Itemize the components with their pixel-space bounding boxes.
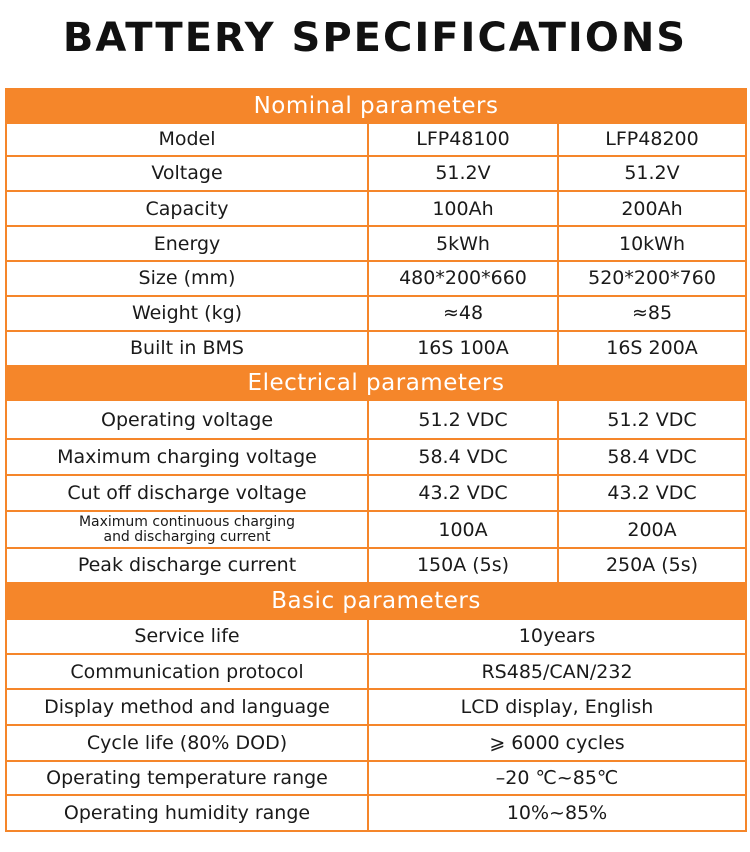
row-value: –20 ℃~85℃ (368, 761, 746, 796)
row-value: 10years (368, 619, 746, 654)
page-title: BATTERY SPECIFICATIONS (62, 15, 688, 61)
table-row (6, 123, 746, 157)
value-lfp48100: 51.2 VDC (368, 400, 558, 439)
table-row (6, 619, 746, 654)
value-lfp48200: 51.2 VDC (558, 400, 746, 439)
row-value: 10%~85% (368, 795, 746, 831)
value-lfp48100: 100Ah (368, 191, 558, 227)
table-row (6, 226, 746, 261)
row-label (6, 511, 368, 548)
value-lfp48200: 58.4 VDC (558, 439, 746, 475)
table-row (6, 400, 746, 439)
row-label: Service life (6, 619, 368, 654)
table-row (6, 191, 746, 227)
row-label: Operating temperature range (6, 761, 368, 796)
value-lfp48200: 250A (5s) (558, 548, 746, 583)
value-lfp48100: 16S 100A (368, 331, 558, 366)
value-lfp48200: 51.2V (558, 156, 746, 191)
value-lfp48100: 58.4 VDC (368, 439, 558, 475)
row-label-line: and discharging current (103, 528, 271, 545)
table-row (6, 156, 746, 191)
row-value: LCD display, English (368, 689, 746, 725)
row-label: Built in BMS (6, 331, 368, 366)
table-row (6, 261, 746, 296)
table-row (6, 689, 746, 725)
row-label: Peak discharge current (6, 548, 368, 583)
table-row (6, 795, 746, 831)
row-label: Cycle life (80% DOD) (6, 725, 368, 761)
section-header-nominal (6, 89, 746, 123)
value-lfp48200: 43.2 VDC (558, 475, 746, 512)
table-row (6, 296, 746, 332)
value-lfp48100: 100A (368, 511, 558, 548)
value-lfp48200: ≈85 (558, 296, 746, 332)
value-lfp48200: 200Ah (558, 191, 746, 227)
row-value: RS485/CAN/232 (368, 654, 746, 690)
value-lfp48200: 520*200*760 (558, 261, 746, 296)
row-label: Communication protocol (6, 654, 368, 690)
table-row (6, 331, 746, 366)
row-label: Weight (kg) (6, 296, 368, 332)
section-title: Basic parameters (6, 583, 746, 620)
table-row (6, 761, 746, 796)
row-label: Operating voltage (6, 400, 368, 439)
row-label: Cut off discharge voltage (6, 475, 368, 512)
section-title: Nominal parameters (6, 89, 746, 123)
value-lfp48100: ≈48 (368, 296, 558, 332)
row-label: Capacity (6, 191, 368, 227)
row-label: Display method and language (6, 689, 368, 725)
value-lfp48200: LFP48200 (558, 123, 746, 157)
value-lfp48100: 480*200*660 (368, 261, 558, 296)
section-header-electrical (6, 366, 746, 401)
row-label: Maximum charging voltage (6, 439, 368, 475)
table-row (6, 511, 746, 548)
row-label-line: Maximum continuous charging (78, 513, 296, 530)
row-value: ⩾ 6000 cycles (368, 725, 746, 761)
row-label: Size (mm) (6, 261, 368, 296)
spec-table (5, 88, 747, 832)
value-lfp48100: 150A (5s) (368, 548, 558, 583)
section-header-basic (6, 583, 746, 620)
value-lfp48200: 200A (558, 511, 746, 548)
value-lfp48200: 16S 200A (558, 331, 746, 366)
table-row (6, 725, 746, 761)
value-lfp48100: 51.2V (368, 156, 558, 191)
table-row (6, 654, 746, 690)
row-label: Voltage (6, 156, 368, 191)
value-lfp48100: 5kWh (368, 226, 558, 261)
table-row (6, 475, 746, 512)
row-label: Model (6, 123, 368, 157)
row-label: Energy (6, 226, 368, 261)
value-lfp48200: 10kWh (558, 226, 746, 261)
row-label: Operating humidity range (6, 795, 368, 831)
table-row (6, 439, 746, 475)
table-row (6, 548, 746, 583)
section-title: Electrical parameters (6, 366, 746, 401)
value-lfp48100: 43.2 VDC (368, 475, 558, 512)
value-lfp48100: LFP48100 (368, 123, 558, 157)
